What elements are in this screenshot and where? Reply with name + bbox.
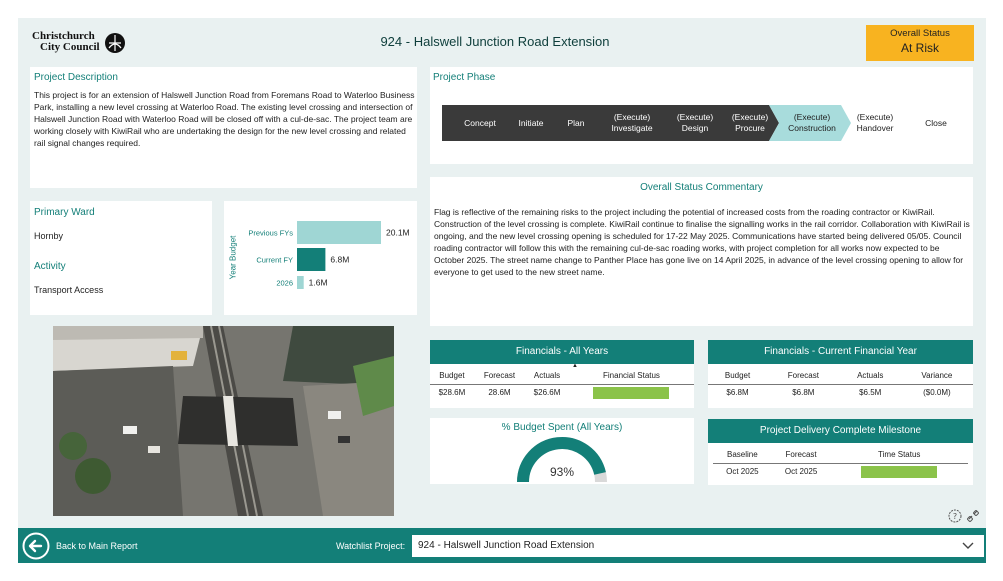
milestone-time-status-header: Time Status [830, 446, 968, 463]
phase-stage-investigate: (Execute) Investigate [611, 112, 653, 133]
logo [32, 30, 127, 56]
budget-bar-0 [297, 221, 381, 244]
milestone-status-swatch [861, 466, 937, 478]
primary-ward-label: Primary Ward [34, 207, 95, 218]
phase-stage-concept: Concept [464, 117, 496, 128]
financials-current-fy-title: Financials - Current Financial Year [708, 340, 973, 364]
phase-stage-handover: (Execute) Handover [856, 112, 894, 133]
budget-value-label-1: 6.8M [330, 254, 350, 265]
overall-status-badge [866, 25, 974, 61]
fin-cur-budget-header: Budget [708, 367, 767, 384]
ward-activity-card [30, 201, 212, 315]
back-arrow-icon [22, 532, 50, 560]
back-to-main-label: Back to Main Report [56, 540, 138, 551]
budget-category-label-1: Current FY [256, 255, 293, 265]
budget-spent-value: 93% [549, 465, 575, 479]
financials-all-years-table [430, 363, 694, 401]
phase-stage-close: Close [925, 117, 947, 128]
project-description-card [30, 67, 417, 188]
budget-value-label-0: 20.1M [386, 227, 410, 238]
delivery-milestone-title: Project Delivery Complete Milestone [708, 419, 973, 443]
phase-stage-design: (Execute) Design [676, 112, 714, 133]
fin-all-actuals-value: $26.6M [533, 388, 561, 398]
fin-all-forecast-value: 28.6M [488, 388, 511, 398]
fin-cur-actuals-header: Actuals [840, 367, 901, 384]
phase-stage-plan: Plan [567, 117, 585, 128]
svg-text:?: ? [952, 512, 958, 521]
chevron-down-icon [962, 542, 974, 550]
logo-mark-icon [104, 32, 126, 54]
delivery-milestone-table [713, 446, 968, 480]
activity-value: Transport Access [34, 285, 104, 295]
fin-cur-forecast-header: Forecast [767, 367, 840, 384]
link-icon[interactable] [966, 509, 980, 523]
budget-bar-2 [297, 276, 304, 289]
overall-status-value: At Risk [900, 41, 939, 55]
fin-cur-variance-header: Variance [901, 367, 973, 384]
fin-all-status-swatch [593, 387, 669, 399]
fin-cur-forecast-value: $6.8M [792, 388, 815, 398]
phase-stage-procure: (Execute) Procure [731, 112, 769, 133]
watchlist-project-value: 924 - Halswell Junction Road Extension [418, 540, 595, 551]
fin-all-budget-value: $28.6M [438, 388, 466, 398]
watchlist-project-select[interactable] [412, 535, 984, 557]
milestone-time-status-value [830, 463, 968, 480]
status-commentary-label: Overall Status Commentary [640, 182, 763, 193]
year-budget-chart [224, 201, 417, 315]
site-photo [53, 326, 394, 516]
milestone-baseline-value: Oct 2025 [726, 467, 759, 477]
fin-cur-budget-value: $6.8M [726, 388, 749, 398]
financials-current-fy-card [708, 340, 973, 408]
budget-spent-title: % Budget Spent (All Years) [501, 422, 623, 433]
budget-category-label-2: 2026 [276, 278, 293, 288]
phase-chevron-bar [442, 105, 962, 141]
phase-stage-initiate: Initiate [518, 117, 544, 128]
budget-spent-card [430, 418, 694, 484]
project-description-label: Project Description [34, 72, 118, 83]
fin-all-forecast-header: Forecast [474, 367, 525, 384]
activity-label: Activity [34, 261, 66, 272]
primary-ward-value: Hornby [34, 231, 64, 241]
delivery-milestone-card [708, 419, 973, 485]
status-commentary-card [430, 177, 973, 326]
milestone-forecast-header: Forecast [772, 446, 831, 463]
budget-value-label-2: 1.6M [308, 277, 328, 288]
milestone-baseline-header: Baseline [713, 446, 772, 463]
logo-line2: City Council [40, 41, 100, 53]
financials-all-years-title: Financials - All Years [430, 340, 694, 364]
logo-line1: Christchurch [32, 30, 95, 42]
fin-all-actuals-header: Actuals [525, 367, 569, 384]
fin-all-budget-header: Budget [430, 367, 474, 384]
back-to-main-button[interactable] [22, 531, 138, 560]
budget-category-label-0: Previous FYs [248, 228, 293, 238]
project-phase-card [430, 67, 973, 164]
fin-cur-variance-value: ($0.0M) [923, 388, 951, 398]
site-photo-graphic [53, 326, 394, 516]
footer-bar [18, 528, 986, 563]
milestone-forecast-value: Oct 2025 [784, 467, 818, 477]
year-budget-axis-title: Year Budget [228, 235, 238, 280]
help-icon[interactable] [948, 509, 962, 523]
financials-all-years-card [430, 340, 694, 408]
page-title: 924 - Halswell Junction Road Extension [380, 34, 610, 49]
fin-all-status-value [569, 384, 694, 401]
status-commentary-text: Flag is reflective of the remaining risks to the project including the potential of increased costs from the roading contractor or KiwiRail. Construction of the level crossing is complete. KiwiRail continue to finalise the signalling works in the rail corridor. Collaboration with KiwiRail is ongoing, and the new level crossing opening is scheduled for 17-22 May 2025. Communications have started being delivered 05/05. Council roading contractor will follow this with the remaining cul-de-sac roading works, with project completion for all works now expected to be October 2025. The street name change to Panther Place has gone live on 14 April 2025, in advance of the level crossing opening to allow for everyone to get used to the new street name. [434, 207, 970, 277]
fin-cur-actuals-value: $6.5M [859, 388, 882, 398]
watchlist-label: Watchlist Project: [336, 541, 406, 551]
project-phase-label: Project Phase [433, 72, 496, 83]
financials-current-fy-table [708, 367, 973, 401]
overall-status-label: Overall Status [890, 28, 950, 39]
year-budget-chart-card [224, 201, 417, 315]
project-description-text: This project is for an extension of Halswell Junction Road from Foremans Road to Waterloo Business Park, installing a new level crossing at Waterloo Road. The existing level crossing and intersection of Halswell Junction Road with Waterloo Road will be closed off with a cul-de-sac. The project team are working closely with KiwiRail who are undertaking the design for the new level crossing and related rail signal changes required. [34, 90, 415, 148]
phase-stage-construction: (Execute) Construction [788, 112, 836, 133]
budget-bar-1 [297, 248, 325, 271]
fin-all-status-header: ▲ Financial Status [569, 367, 694, 384]
